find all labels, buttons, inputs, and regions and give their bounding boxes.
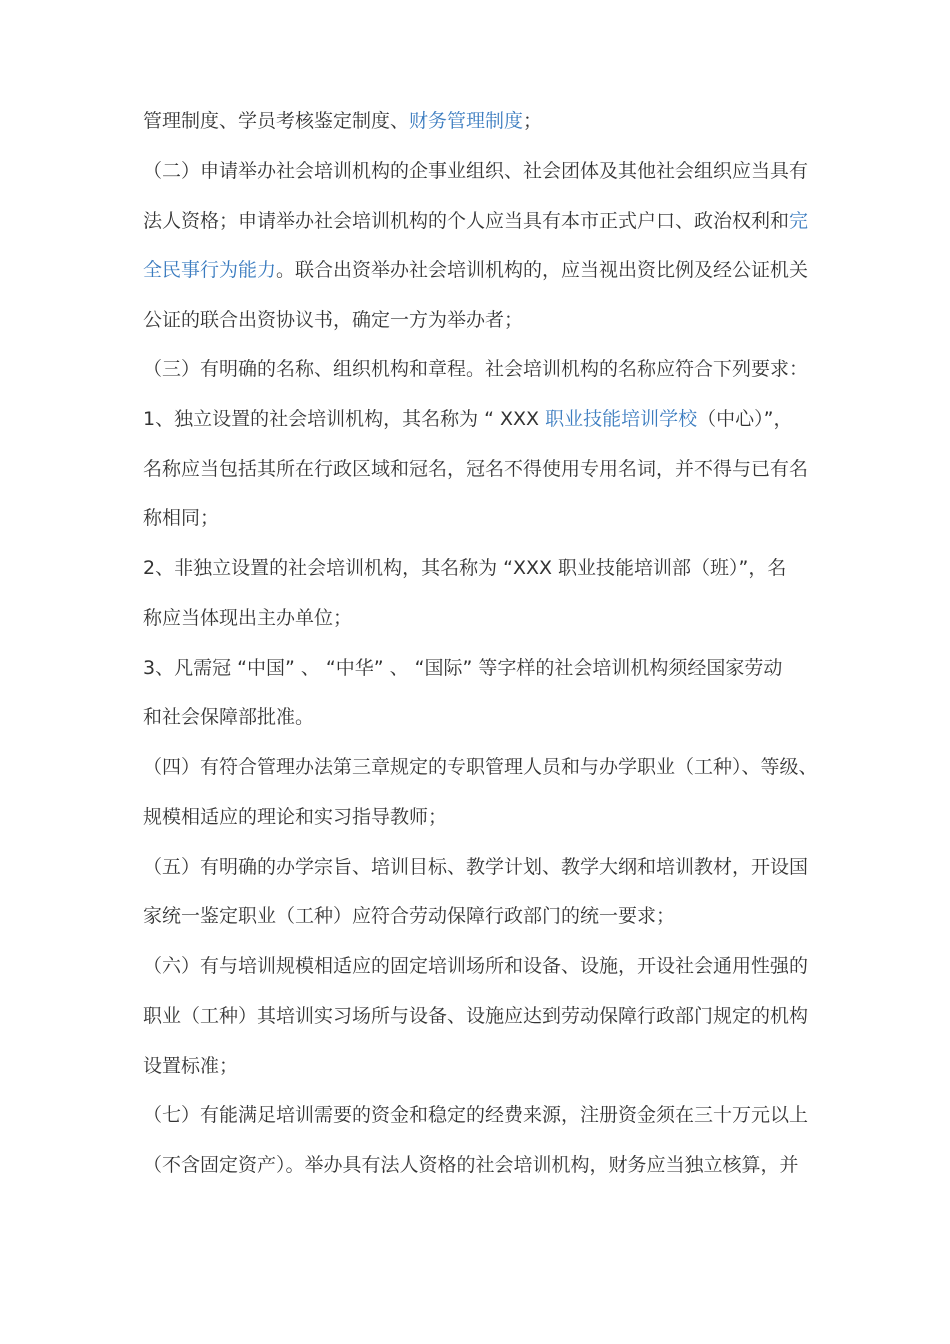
text-line bbox=[143, 749, 833, 785]
line-text: 称相同； bbox=[143, 507, 220, 529]
line-text: 公证的联合出资协议书，确定一方为举办者； bbox=[143, 309, 524, 331]
text-line bbox=[143, 550, 833, 586]
line-text: 和社会保障部批准。 bbox=[143, 706, 315, 728]
text-line bbox=[143, 948, 833, 984]
line-text: 1、独立设置的社会培训机构，其名称为 “ XXX bbox=[143, 408, 546, 430]
text-line bbox=[143, 998, 833, 1034]
line-text: 2、非独立设置的社会培训机构，其名称为 “XXX 职业技能培训部（班）”，名 bbox=[143, 557, 787, 579]
line-text: 家统一鉴定职业（工种）应符合劳动保障行政部门的统一要求； bbox=[143, 905, 676, 927]
line-text: 名称应当包括其所在行政区域和冠名，冠名不得使用专用名词，并不得与已有名 bbox=[143, 458, 809, 480]
line-text: 规模相适应的理论和实习指导教师； bbox=[143, 806, 448, 828]
hyperlink[interactable]: 财务管理制度 bbox=[409, 110, 524, 132]
text-line bbox=[143, 799, 833, 835]
text-line bbox=[143, 1048, 833, 1084]
text-line bbox=[143, 600, 833, 636]
text-line bbox=[143, 849, 833, 885]
line-text: 称应当体现出主办单位； bbox=[143, 607, 353, 629]
line-text: （三）有明确的名称、组织机构和章程。社会培训机构的名称应符合下列要求： bbox=[143, 358, 809, 380]
text-line bbox=[143, 153, 833, 189]
line-text-after: ； bbox=[523, 110, 543, 132]
line-text-after: 。联合出资举办社会培训机构的，应当视出资比例及经公证机关 bbox=[276, 259, 809, 281]
text-line bbox=[143, 252, 833, 288]
line-text: （七）有能满足培训需要的资金和稳定的经费来源，注册资金须在三十万元以上 bbox=[143, 1104, 809, 1126]
text-line bbox=[143, 451, 833, 487]
text-line bbox=[143, 1147, 833, 1183]
line-text: 法人资格；申请举办社会培训机构的个人应当具有本市正式户口、政治权利和 bbox=[143, 210, 790, 232]
line-text: 职业（工种）其培训实习场所与设备、设施应达到劳动保障行政部门规定的机构 bbox=[143, 1005, 809, 1027]
text-line bbox=[143, 898, 833, 934]
text-line bbox=[143, 351, 833, 387]
line-text: （不含固定资产）。举办具有法人资格的社会培训机构，财务应当独立核算，并 bbox=[143, 1154, 799, 1176]
line-text: 设置标准； bbox=[143, 1055, 239, 1077]
line-text: （六）有与培训规模相适应的固定培训场所和设备、设施，开设社会通用性强的 bbox=[143, 955, 809, 977]
hyperlink[interactable]: 完 bbox=[789, 210, 809, 232]
line-text: （二）申请举办社会培训机构的企事业组织、社会团体及其他社会组织应当具有 bbox=[143, 160, 809, 182]
text-line bbox=[143, 650, 833, 686]
text-line bbox=[143, 1097, 833, 1133]
hyperlink[interactable]: 职业技能培训学校 bbox=[545, 408, 698, 430]
line-text: 3、凡需冠 “中国” 、 “中华” 、 “国际” 等字样的社会培训机构须经国家劳动 bbox=[143, 657, 783, 679]
line-text: （五）有明确的办学宗旨、培训目标、教学计划、教学大纲和培训教材，开设国 bbox=[143, 856, 809, 878]
line-text: 管理制度、学员考核鉴定制度、 bbox=[143, 110, 410, 132]
hyperlink[interactable]: 全民事行为能力 bbox=[143, 259, 277, 281]
text-line bbox=[143, 302, 833, 338]
text-line bbox=[143, 699, 833, 735]
text-line bbox=[143, 500, 833, 536]
text-line bbox=[143, 203, 833, 239]
line-text-after: （中心）”， bbox=[697, 408, 793, 430]
text-line bbox=[143, 401, 833, 437]
text-line bbox=[143, 103, 833, 139]
line-text: （四）有符合管理办法第三章规定的专职管理人员和与办学职业（工种）、等级、 bbox=[143, 756, 818, 778]
